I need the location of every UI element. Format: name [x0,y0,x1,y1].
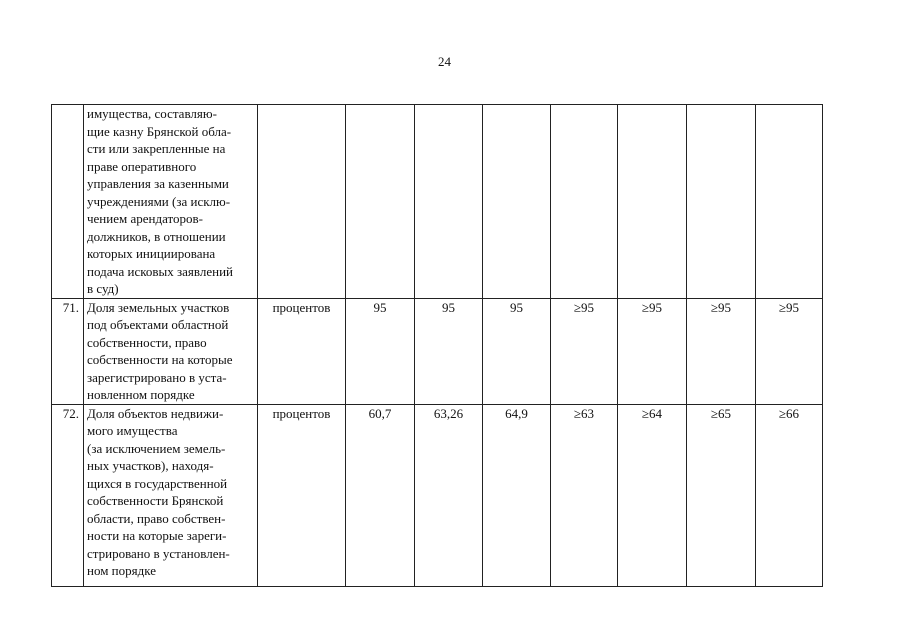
value-cell: ≥66 [756,404,823,586]
value-cell: ≥64 [618,404,687,586]
value-cell: ≥95 [551,298,618,404]
row-number: 72. [52,404,84,586]
value-cell [551,105,618,299]
value-cell [618,105,687,299]
indicator-description: имущества, составляю- щие казну Брянской обла- сти или закрепленные на праве оперативного управления за казенными учреждениями (за исклю- чением арендаторов- должников, в отношении которых инициирована подача исковых заявлений в суд) [84,105,258,299]
unit-cell: процентов [258,404,346,586]
table-row [52,298,823,404]
value-cell: ≥65 [687,404,756,586]
unit-cell: процентов [258,298,346,404]
value-cell: ≥95 [756,298,823,404]
indicator-description: Доля земельных участков под объектами областной собственности, право собственности на которые зарегистрировано в уста- новленном порядке [84,298,258,404]
value-cell [756,105,823,299]
value-cell: 95 [483,298,551,404]
value-cell [346,105,415,299]
indicator-description: Доля объектов недвижи- мого имущества (за исключением земель- ных участков), находя- щихся в государственной собственности Брянской области, право собствен- ности на которые зареги- стрировано в установлен- ном порядке [84,404,258,586]
value-cell: ≥95 [687,298,756,404]
indicators-table [51,104,823,587]
value-cell: ≥95 [618,298,687,404]
value-cell [415,105,483,299]
value-cell: 63,26 [415,404,483,586]
table-row [52,105,823,299]
value-cell: 60,7 [346,404,415,586]
unit-cell [258,105,346,299]
value-cell: 95 [415,298,483,404]
value-cell: ≥63 [551,404,618,586]
row-number: 71. [52,298,84,404]
value-cell [483,105,551,299]
value-cell [687,105,756,299]
row-number [52,105,84,299]
table-row [52,404,823,586]
value-cell: 64,9 [483,404,551,586]
page-number: 24 [438,54,451,69]
value-cell: 95 [346,298,415,404]
